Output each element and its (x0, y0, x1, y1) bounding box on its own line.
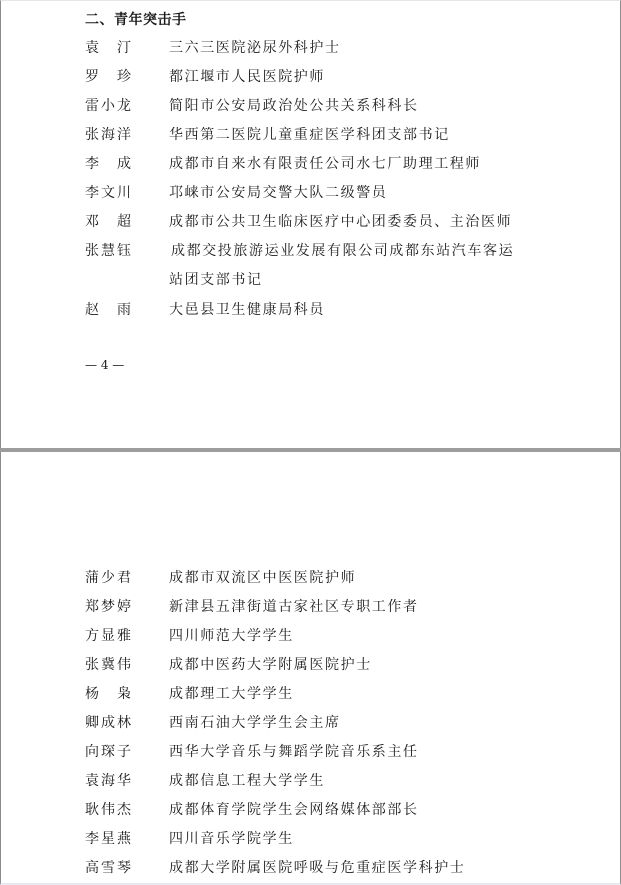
person-name: 张海洋 (85, 127, 133, 143)
person-name: 卿成林 (85, 715, 133, 731)
person-role: 成都体育学院学生会网络媒体部部长 (169, 802, 419, 818)
person-role: 成都交投旅游运业发展有限公司成都东站汽车客运 (171, 243, 515, 259)
person-role: 简阳市公安局政治处公共关系科科长 (169, 98, 419, 114)
person-role: 四川音乐学院学生 (169, 831, 294, 847)
person-role: 成都理工大学学生 (169, 686, 294, 702)
person-role: 三六三医院泌尿外科护士 (169, 40, 341, 56)
person-name: 罗 珍 (85, 69, 133, 85)
person-role: 华西第二医院儿童重症医学科团支部书记 (169, 127, 450, 143)
person-name: 李 成 (85, 156, 133, 172)
document-page-5 (0, 452, 621, 885)
person-role: 成都信息工程大学学生 (169, 773, 325, 789)
person-name: 向琛子 (85, 744, 133, 760)
person-name: 方显雅 (85, 628, 133, 644)
person-name: 赵 雨 (85, 302, 133, 318)
person-role: 四川师范大学学生 (169, 628, 294, 644)
person-name: 耿伟杰 (85, 802, 133, 818)
person-name: 蒲少君 (85, 570, 133, 586)
person-name: 袁 汀 (85, 40, 133, 56)
person-name: 张慧钰 (85, 243, 133, 259)
person-name: 李文川 (85, 185, 133, 201)
section-heading: 二、青年突击手 (85, 12, 187, 28)
person-role: 西华大学音乐与舞蹈学院音乐系主任 (169, 744, 419, 760)
person-role: 邛崃市公安局交警大队二级警员 (169, 185, 388, 201)
person-name: 袁海华 (85, 773, 133, 789)
person-role: 成都大学附属医院呼吸与危重症医学科护士 (169, 860, 466, 876)
person-role: 都江堰市人民医院护师 (169, 69, 325, 85)
person-name: 雷小龙 (85, 98, 133, 114)
person-name: 高雪琴 (85, 860, 133, 876)
page-number: — 4 — (85, 358, 125, 372)
person-role: 新津县五津街道古家社区专职工作者 (169, 599, 419, 615)
person-name: 李星燕 (85, 831, 133, 847)
person-role: 成都市自来水有限责任公司水七厂助理工程师 (169, 156, 481, 172)
person-name: 郑梦婷 (85, 599, 133, 615)
person-name: 邓 超 (85, 214, 133, 230)
person-role-continued: 站团支部书记 (169, 272, 263, 288)
person-role: 成都中医药大学附属医院护士 (169, 657, 372, 673)
person-name: 杨 枭 (85, 686, 133, 702)
person-role: 成都市公共卫生临床医疗中心团委委员、主治医师 (169, 214, 513, 230)
person-role: 成都市双流区中医医院护师 (169, 570, 357, 586)
person-name: 张冀伟 (85, 657, 133, 673)
person-role: 西南石油大学学生会主席 (169, 715, 341, 731)
person-role: 大邑县卫生健康局科员 (169, 302, 325, 318)
